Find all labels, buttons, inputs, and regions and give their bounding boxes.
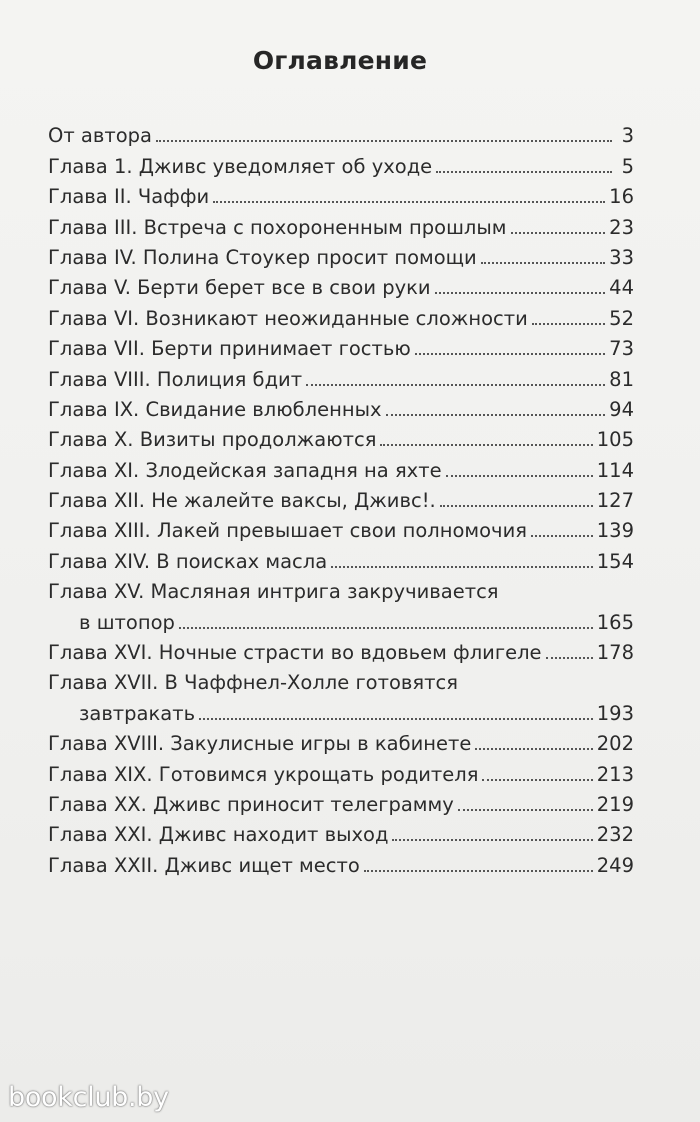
toc-leader-dots bbox=[415, 353, 605, 355]
toc-page-number: 249 bbox=[596, 853, 634, 877]
toc-entry-label: Глава XIII. Лакей превышает свои полномочия bbox=[48, 519, 527, 543]
toc-entry-label: Глава VIII. Полиция бдит bbox=[48, 367, 303, 391]
toc-page-number: 23 bbox=[609, 215, 634, 239]
toc-entry-label: Глава VI. Возникают неожиданные сложности bbox=[48, 306, 528, 330]
toc-leader-dots bbox=[179, 627, 593, 629]
toc-entry-label: Глава XX. Дживс приносит телеграмму bbox=[48, 792, 454, 816]
toc-page-number: 105 bbox=[596, 428, 634, 452]
toc-entry-label: Глава XI. Злодейская западня на яхте bbox=[48, 458, 442, 482]
toc-entry bbox=[48, 755, 634, 785]
toc-page-number: 219 bbox=[596, 792, 634, 816]
toc-page-number: 5 bbox=[621, 154, 634, 178]
toc-entry-label: Глава XXII. Дживс ищет место bbox=[48, 853, 360, 877]
toc-page-number: 81 bbox=[609, 367, 634, 391]
toc-entry bbox=[48, 634, 634, 664]
toc-leader-dots bbox=[306, 384, 605, 386]
toc-leader-dots bbox=[213, 201, 605, 203]
page-title: Оглавление bbox=[252, 46, 428, 75]
toc-entry-label: Глава XVIII. Закулисные игры в кабинете bbox=[48, 732, 472, 756]
toc-page-number: 3 bbox=[621, 124, 634, 148]
toc-page-number: 44 bbox=[609, 276, 634, 300]
toc-entry bbox=[48, 147, 634, 177]
toc-entry bbox=[48, 512, 634, 542]
toc-entry bbox=[48, 117, 634, 147]
toc-entry-label: Глава XIX. Готовимся укрощать родителя bbox=[48, 762, 479, 786]
toc-leader-dots bbox=[481, 262, 605, 264]
toc-leader-dots bbox=[331, 566, 593, 568]
toc-page-number: 114 bbox=[596, 458, 634, 482]
toc-leader-dots bbox=[446, 475, 593, 477]
toc-entry-label: Глава III. Встреча с похороненным прошлым bbox=[48, 215, 507, 239]
toc-entry-first-line bbox=[48, 573, 634, 603]
toc-leader-dots bbox=[386, 414, 606, 416]
toc-leader-dots bbox=[482, 779, 592, 781]
toc-entry-first-line bbox=[48, 664, 634, 694]
toc-entry bbox=[48, 330, 634, 360]
toc-page-number: 165 bbox=[596, 610, 634, 634]
toc-entry bbox=[48, 482, 634, 512]
toc-entry bbox=[48, 239, 634, 269]
toc-entry-label: От автора bbox=[48, 124, 152, 148]
toc-leader-dots bbox=[364, 870, 593, 872]
toc-entry-label: Глава XIV. В поисках масла bbox=[48, 549, 328, 573]
toc-page-number: 16 bbox=[609, 185, 634, 209]
toc-entry bbox=[48, 786, 634, 816]
toc-leader-dots bbox=[435, 292, 606, 294]
toc-leader-dots bbox=[511, 232, 606, 234]
toc-entry bbox=[48, 360, 634, 390]
toc-entry-label: Глава X. Визиты продолжаются bbox=[48, 428, 377, 452]
toc-leader-dots bbox=[436, 171, 612, 173]
toc-entry-label: Глава XVII. В Чаффнел-Холле готовятся bbox=[48, 671, 458, 695]
toc-page-number: 178 bbox=[596, 641, 634, 665]
toc-page-number: 33 bbox=[609, 245, 634, 269]
toc-leader-dots bbox=[458, 809, 593, 811]
toc-leader-dots bbox=[380, 444, 592, 446]
toc-entry-label: Глава XVI. Ночные страсти во вдовьем флигеле bbox=[48, 641, 542, 665]
toc-entry bbox=[48, 299, 634, 329]
toc-page-number: 193 bbox=[596, 701, 634, 725]
toc-entry bbox=[48, 542, 634, 572]
toc-page-number: 73 bbox=[609, 337, 634, 361]
toc-page-number: 139 bbox=[596, 519, 634, 543]
toc-entry-label: Глава II. Чаффи bbox=[48, 185, 210, 209]
toc-entry-label: Глава IX. Свидание влюбленных bbox=[48, 397, 382, 421]
toc-entry bbox=[48, 421, 634, 451]
table-of-contents bbox=[48, 117, 634, 877]
toc-entry-label: Глава XV. Масляная интрига закручивается bbox=[48, 580, 499, 604]
toc-entry-label-continued: завтракать bbox=[79, 701, 196, 725]
toc-entry bbox=[48, 178, 634, 208]
toc-entry-label: Глава 1. Дживс уведомляет об уходе bbox=[48, 154, 433, 178]
toc-entry bbox=[48, 208, 634, 238]
toc-entry-label: Глава V. Берти берет все в свои руки bbox=[48, 276, 431, 300]
toc-entry-label: Глава IV. Полина Стоукер просит помощи bbox=[48, 245, 477, 269]
toc-page-number: 202 bbox=[596, 732, 634, 756]
toc-entry-label-continued: в штопор bbox=[79, 610, 175, 634]
toc-entry bbox=[48, 816, 634, 846]
toc-leader-dots bbox=[532, 323, 605, 325]
toc-entry bbox=[48, 391, 634, 421]
toc-leader-dots bbox=[156, 140, 612, 142]
toc-entry bbox=[48, 269, 634, 299]
toc-leader-dots bbox=[531, 535, 593, 537]
toc-leader-dots bbox=[546, 657, 593, 659]
toc-leader-dots bbox=[199, 718, 593, 720]
toc-leader-dots bbox=[475, 748, 592, 750]
toc-page-number: 232 bbox=[596, 823, 634, 847]
toc-entry bbox=[48, 451, 634, 481]
toc-entry-label: Глава XII. Не жалейте ваксы, Дживс!. bbox=[48, 489, 436, 513]
toc-entry-continuation bbox=[48, 694, 634, 724]
toc-page-number: 154 bbox=[596, 549, 634, 573]
toc-entry-label: Глава VII. Берти принимает гостью bbox=[48, 337, 411, 361]
toc-leader-dots bbox=[440, 505, 593, 507]
toc-entry-continuation bbox=[48, 603, 634, 633]
toc-page-number: 52 bbox=[609, 306, 634, 330]
toc-entry bbox=[48, 725, 634, 755]
toc-entry-label: Глава XXI. Дживс находит выход bbox=[48, 823, 389, 847]
toc-page-number: 213 bbox=[596, 762, 634, 786]
toc-entry bbox=[48, 846, 634, 876]
toc-page-number: 127 bbox=[596, 489, 634, 513]
toc-page-number: 94 bbox=[609, 397, 634, 421]
site-watermark: bookclub.by bbox=[8, 1082, 169, 1113]
toc-leader-dots bbox=[392, 839, 592, 841]
